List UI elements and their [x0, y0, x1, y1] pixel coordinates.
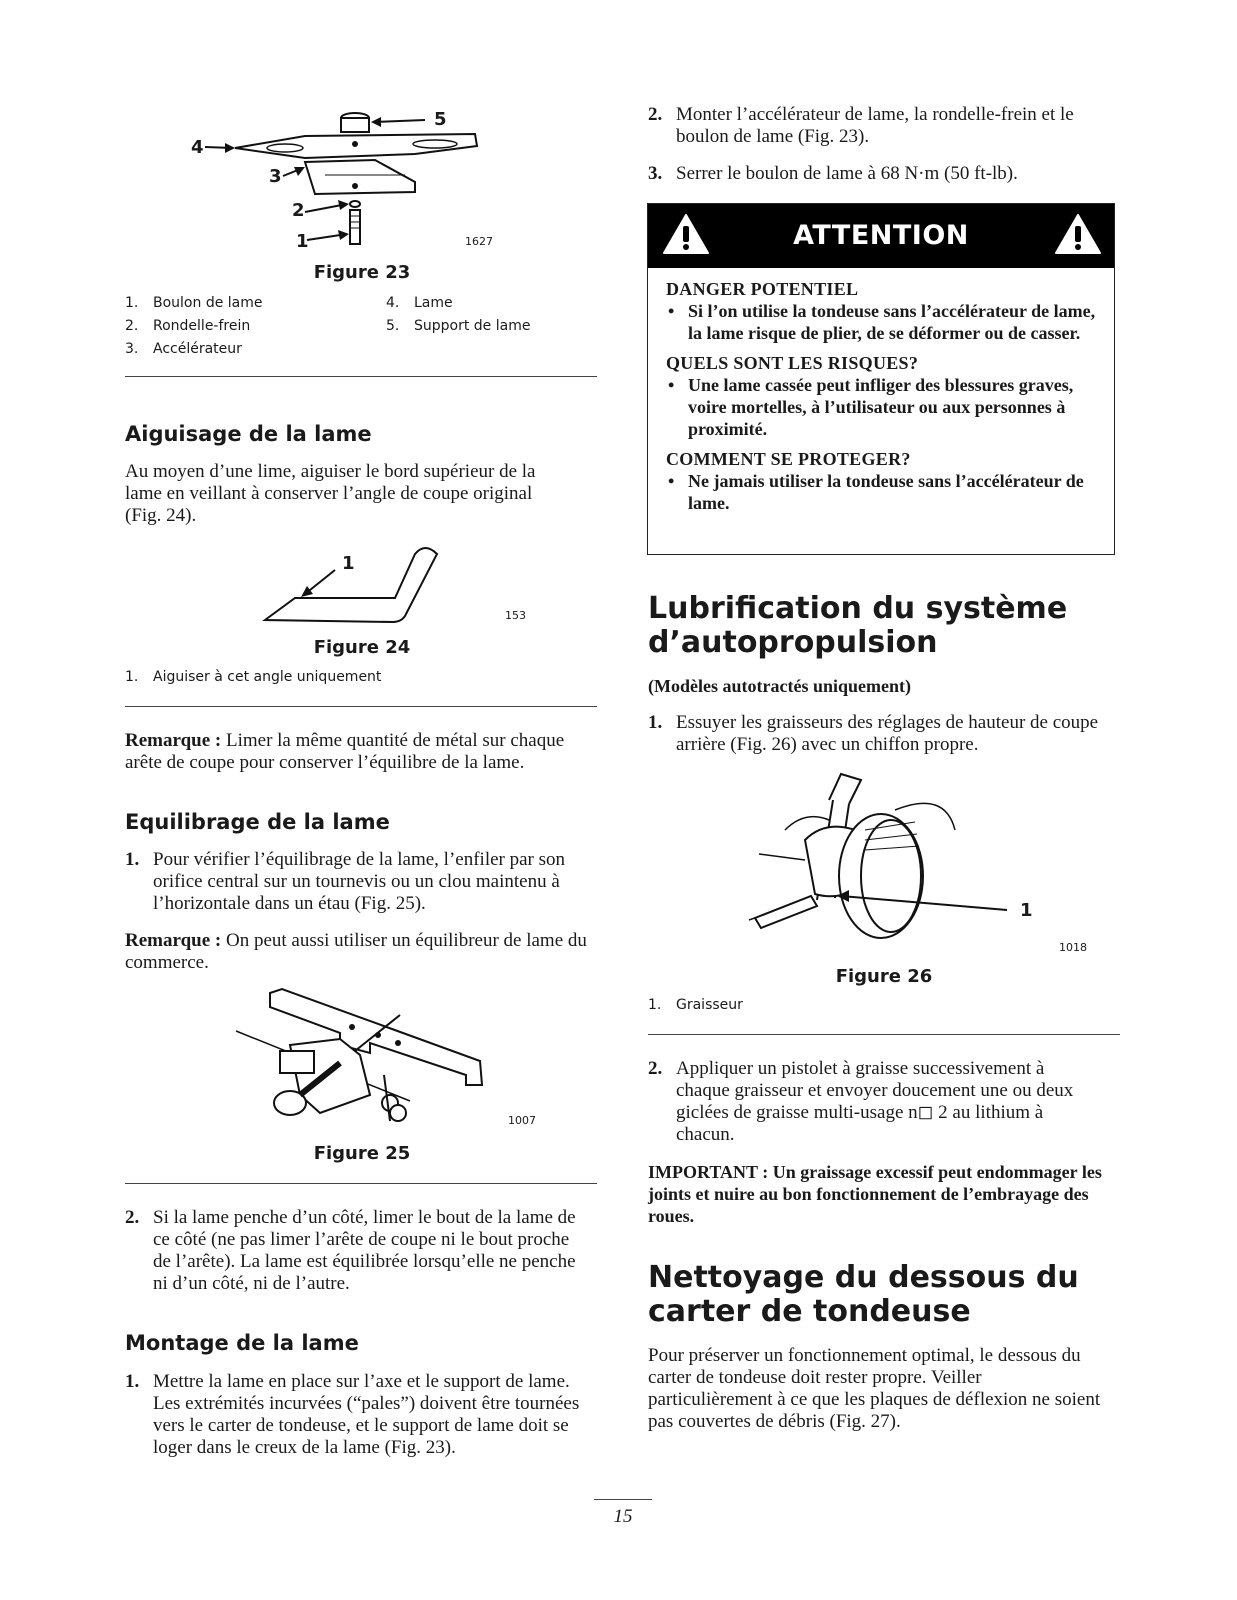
aiguisage-paragraph: Au moyen d’une lime, aiguiser le bord supérieur de la lame en veillant à conserver l’angle de coupe original (Fig. 24).	[125, 461, 536, 526]
heading-equilibrage: Equilibrage de la lame	[125, 810, 390, 834]
figure-23-callout-5: 5	[434, 109, 447, 130]
montage-step-3: 3. Serrer le boulon de lame à 68 N·m (50 ft-lb).	[648, 163, 1018, 184]
footer-divider	[594, 1499, 652, 1500]
legend-item: 1. Boulon de lame	[125, 295, 263, 311]
warning-body	[666, 278, 1106, 514]
montage-step-2: 2. Monter l’accélérateur de lame, la rondelle-frein et le boulon de lame (Fig. 23).	[648, 104, 1074, 147]
figure-26-legend	[648, 994, 1118, 1017]
heading-nettoyage: Nettoyage du dessous du carter de tondeuse	[648, 1260, 1079, 1329]
legend-item: 3. Accélérateur	[125, 341, 242, 357]
equilibrage-step-2: 2. Si la lame penche d’un côté, limer le bout de la lame de ce côté (ne pas limer l’arête de coupe ni le bout proche de l’arête). La lame est équilibrée lorsqu’elle ne penche ni d’un côté, ni de l’autre.	[125, 1207, 576, 1294]
figure-23-title: Figure 23	[313, 262, 411, 283]
warning-item: • Ne jamais utiliser la tondeuse sans l’accélérateur de lame.	[668, 471, 1084, 513]
warning-box	[647, 203, 1115, 555]
nettoyage-paragraph: Pour préserver un fonctionnement optimal, le dessous du carter de tondeuse doit rester propre. Veiller particulièrement à ce que les plaques de déflexion ne soient pas couvertes de débris (Fig. 27).	[648, 1345, 1101, 1432]
heading-lubrification: Lubrification du système d’autopropulsion	[648, 591, 1068, 660]
heading-aiguisage: Aiguisage de la lame	[125, 422, 372, 446]
figure-24-id: 153	[505, 609, 526, 622]
figure-23-callout-1: 1	[296, 231, 309, 252]
lubrification-subheading: (Modèles autotractés uniquement)	[648, 676, 911, 696]
important-note: IMPORTANT : Un graissage excessif peut endommager les joints et nuire au bon fonctionnement de l’embrayage des roues.	[648, 1162, 1102, 1226]
warning-item: • Une lame cassée peut infliger des blessures graves, voire mortelles, à l’utilisateur ou aux personnes à proximité.	[668, 375, 1074, 439]
figure-26-title: Figure 26	[835, 966, 933, 987]
legend-item: 4. Lame	[386, 295, 453, 311]
divider	[125, 376, 597, 377]
legend-item: 2. Rondelle-frein	[125, 318, 251, 334]
figure-23-callout-3: 3	[269, 166, 282, 187]
figure-25-id: 1007	[508, 1114, 536, 1127]
figure-25-title: Figure 25	[313, 1143, 411, 1164]
warning-item: • Si l’on utilise la tondeuse sans l’accélérateur de lame, la lame risque de plier, de se déformer ou de casser.	[668, 301, 1096, 343]
divider	[648, 1034, 1120, 1035]
warning-caption: DANGER POTENTIEL	[666, 279, 859, 299]
figure-25-illustration	[230, 985, 500, 1130]
figure-24-legend	[125, 666, 595, 689]
remarque-2: Remarque : On peut aussi utiliser un équilibreur de lame du commerce.	[125, 930, 587, 973]
lubrification-step-2: 2. Appliquer un pistolet à graisse successivement à chaque graisseur et envoyer doucement une ou deux giclées de graisse multi-usage n◻ 2 au lithium à chacun.	[648, 1058, 1074, 1145]
warning-triangle-icon	[1054, 212, 1102, 256]
remarque-1: Remarque : Limer la même quantité de métal sur chaque arête de coupe pour conserver l’équilibre de la lame.	[125, 730, 565, 773]
warning-caption: QUELS SONT LES RISQUES?	[666, 353, 919, 373]
heading-montage: Montage de la lame	[125, 1331, 359, 1355]
figure-26-id: 1018	[1059, 941, 1087, 954]
warning-caption: COMMENT SE PROTEGER?	[666, 449, 911, 469]
lubrification-step-1: 1. Essuyer les graisseurs des réglages de hauteur de coupe arrière (Fig. 26) avec un chiffon propre.	[648, 712, 1099, 755]
figure-24-title: Figure 24	[313, 637, 411, 658]
figure-23-callout-4: 4	[191, 137, 204, 158]
figure-23-callout-2: 2	[292, 200, 305, 221]
figure-26-illustration	[745, 770, 1035, 950]
montage-step-1: 1. Mettre la lame en place sur l’axe et le support de lame. Les extrémités incurvées (“pales”) doivent être tournées vers le carter de tondeuse, et le support de lame doit se loger dans le creux de la lame (Fig. 23).	[125, 1371, 580, 1458]
figure-24-illustration	[255, 540, 455, 630]
equilibrage-step-1: 1. Pour vérifier l’équilibrage de la lame, l’enfiler par son orifice central sur un tournevis ou un clou maintenu à l’horizontale dans un étau (Fig. 25).	[125, 849, 566, 914]
divider	[125, 706, 597, 707]
legend-item: 1. Aiguiser à cet angle uniquement	[125, 669, 382, 685]
legend-item: 1. Graisseur	[648, 997, 743, 1013]
divider	[125, 1183, 597, 1184]
legend-item: 5. Support de lame	[386, 318, 531, 334]
page-number: 15	[613, 1506, 633, 1527]
figure-23-id: 1627	[465, 235, 493, 248]
warning-title: ATTENTION	[793, 220, 969, 251]
figure-24-callout-1: 1	[342, 553, 355, 574]
figure-26-callout-1: 1	[1020, 900, 1033, 921]
warning-header	[648, 204, 1114, 268]
